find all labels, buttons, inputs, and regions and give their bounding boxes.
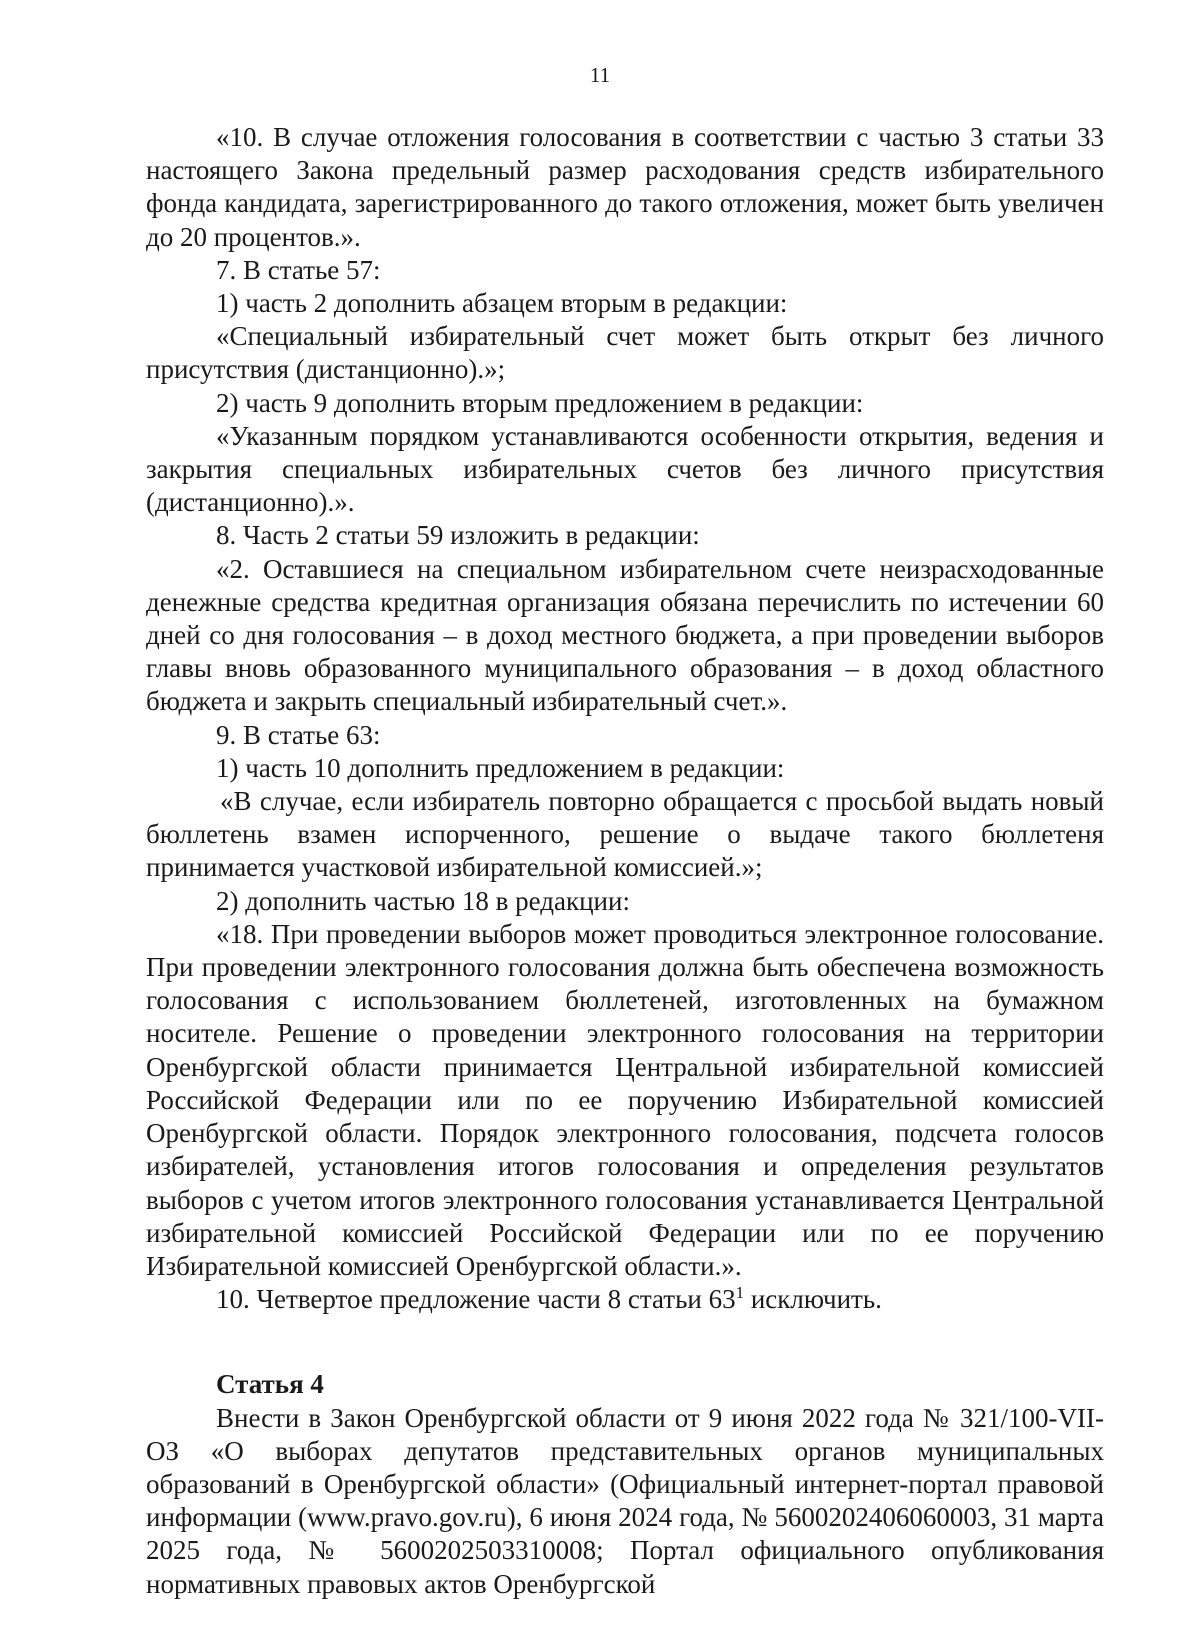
paragraph-special-account-quote: «Специальный избирательный счет может быть открыт без личного присутствия (дистанционно).»; (146, 321, 1104, 385)
article-heading: Статья 4 (216, 1369, 324, 1400)
paragraph-item-7-2: 2) часть 9 дополнить вторым предложением в редакции: (216, 387, 864, 418)
paragraph-item-10-ending: исключить. (744, 1284, 882, 1315)
paragraph-electronic-voting-quote: «18. При проведении выборов может проводиться электронное голосование. При проведении электронного голосования должна быть обеспечена возможность голосования с использованием бюллетеней, изготовленных на бумажном носителе. Решение о проведении электронного голосования на территории Оренбургской области принимается Центральной избирательной комиссией Российской Федерации или по ее поручению Избирательной комиссией Оренбургской области. Порядок электронного голосования, подсчета голосов избирателей, установления итогов голосования и определения результатов выборов с учетом итогов электронного голосования устанавливается Центральной избирательной комиссией Российской Федерации или по ее поручению Избирательной комиссией Оренбургской области.». (146, 918, 1104, 1281)
paragraph-item-7: 7. В статье 57: (216, 254, 381, 285)
paragraph-ballot-quote: «В случае, если избиратель повторно обращается с просьбой выдать новый бюллетень взамен испорченного, решение о выдаче такого бюллетеня принимается участковой избирательной комиссией.»; (146, 786, 1104, 883)
paragraph-item-10 (146, 1283, 1104, 1316)
article-4-text: Внести в Закон Оренбургской области от 9 июня 2022 года № 321/100-VII-ОЗ «О выборах депутатов представительных органов муниципальных образований в Оренбургской области» (Официальный интернет-портал правовой информации (www.pravo.gov.ru), 6 июня 2024 года, № 5600202406060003, 31 марта 2025 года, № 5600202503310008; Портал официального опубликования нормативных правовых актов Оренбургской (146, 1402, 1104, 1599)
paragraph-part-10-quote: «10. В случае отложения голосования в соответствии с частью 3 статьи 33 настоящего Закона предельный размер расходования средств избирательного фонда кандидата, зарегистрированного до такого отложения, может быть увеличен до 20 процентов.». (146, 122, 1104, 252)
paragraph-item-7-1: 1) часть 2 дополнить абзацем вторым в редакции: (216, 288, 788, 319)
paragraph-item-9-2: 2) дополнить частью 18 в редакции: (216, 885, 630, 916)
paragraph-procedure-quote: «Указанным порядком устанавливаются особенности открытия, ведения и закрытия специальных избирательных счетов без личного присутствия (дистанционно).». (146, 420, 1104, 518)
paragraph-item-10-text: 10. Четвертое предложение части 8 статьи 63 (216, 1284, 736, 1315)
section-spacer (146, 1316, 1104, 1368)
paragraph-remaining-funds-quote: «2. Оставшиеся на специальном избирательном счете неизрасходованные денежные средства кредитная организация обязана перечислить по истечении 60 дней со дня голосования – в доход местного бюджета, а при проведении выборов главы вновь образованного муниципального образования – в доход областного бюджета и закрыть специальный избирательный счет.». (146, 553, 1104, 717)
document-body (146, 121, 1104, 1601)
article-superscript: 1 (735, 1283, 745, 1303)
paragraph-item-9: 9. В статье 63: (216, 719, 381, 750)
page-number: 11 (589, 63, 611, 87)
paragraph-item-8: 8. Часть 2 статьи 59 изложить в редакции: (216, 520, 700, 551)
paragraph-item-9-1: 1) часть 10 дополнить предложением в редакции: (216, 752, 785, 783)
